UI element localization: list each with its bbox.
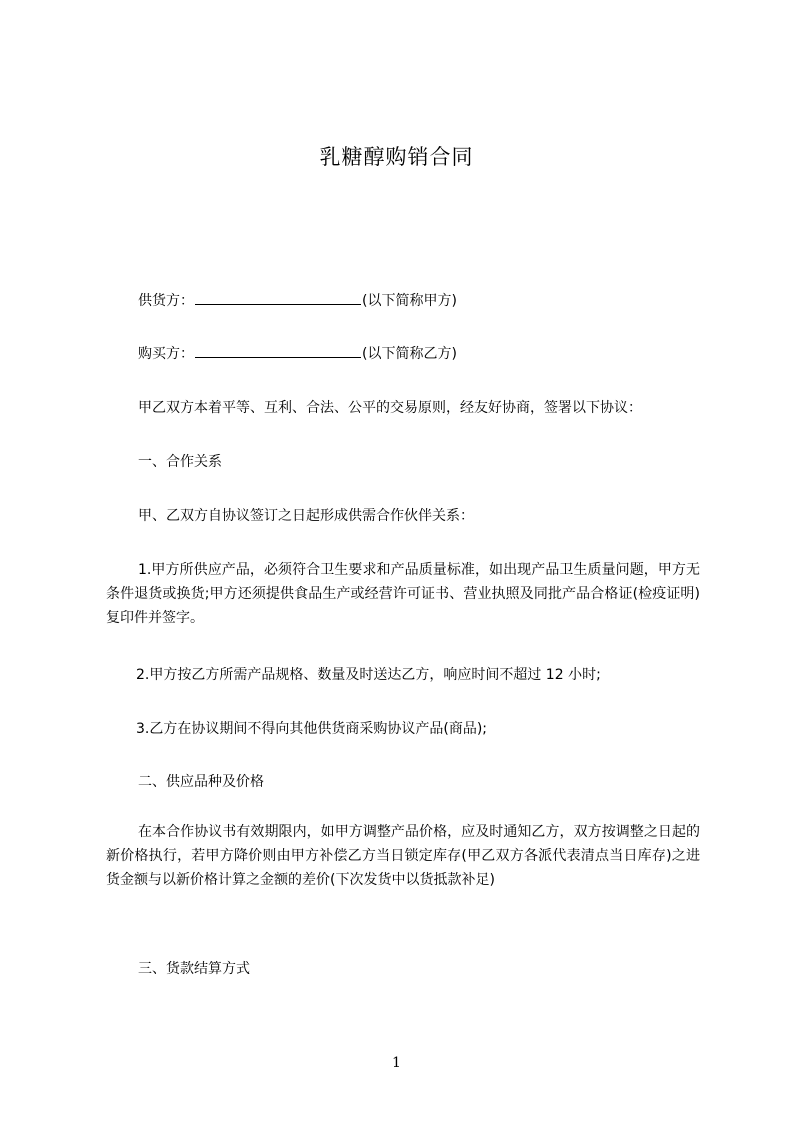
supplier-line xyxy=(106,290,700,312)
document-title: 乳糖醇购销合同 xyxy=(319,145,474,169)
section2-body: 在本合作协议书有效期限内，如甲方调整产品价格，应及时通知乙方，双方按调整之日起的新价格执行，若甲方降价则由甲方补偿乙方当日锁定库存(甲乙双方各派代表清点当日库存)之进货金额与以新价格计算之金额的差价(下次发货中以货抵款补足) xyxy=(106,824,700,888)
section3-heading-text: 三、货款结算方式 xyxy=(138,961,250,977)
section2-heading xyxy=(106,771,700,793)
clause-2-text: 2.甲方按乙方所需产品规格、数量及时送达乙方，响应时间不超过 12 小时; xyxy=(136,667,601,683)
intro-text: 甲乙双方本着平等、互利、合法、公平的交易原则，经友好协商，签署以下协议： xyxy=(138,400,642,416)
clause-3 xyxy=(106,718,700,740)
section1-intro-text: 甲、乙双方自协议签订之日起形成供需合作伙伴关系： xyxy=(138,508,474,524)
section3-heading xyxy=(106,958,700,980)
buyer-blank xyxy=(195,343,361,358)
supplier-label: 供货方： xyxy=(138,293,194,309)
supplier-suffix: (以下简称甲方) xyxy=(362,293,457,309)
intro-paragraph xyxy=(106,397,700,419)
section1-heading-text: 一、合作关系 xyxy=(138,454,222,470)
clause-1: 1.甲方所供应产品，必须符合卫生要求和产品质量标准，如出现产品卫生质量问题，甲方无条件退货或换货;甲方还须提供食品生产或经营许可证书、营业执照及同批产品合格证(检疫证明)复印件并签字。 xyxy=(106,562,700,626)
buyer-suffix: (以下简称乙方) xyxy=(362,346,457,362)
buyer-label: 购买方： xyxy=(138,346,194,362)
section2-heading-text: 二、供应品种及价格 xyxy=(138,774,264,790)
clause-2 xyxy=(106,664,700,686)
section1-heading xyxy=(106,451,700,473)
page-number: 1 xyxy=(392,1055,401,1071)
buyer-line xyxy=(106,343,700,365)
section1-intro xyxy=(106,505,700,527)
clause-3-text: 3.乙方在协议期间不得向其他供货商采购协议产品(商品); xyxy=(136,721,487,737)
supplier-blank xyxy=(195,290,361,305)
